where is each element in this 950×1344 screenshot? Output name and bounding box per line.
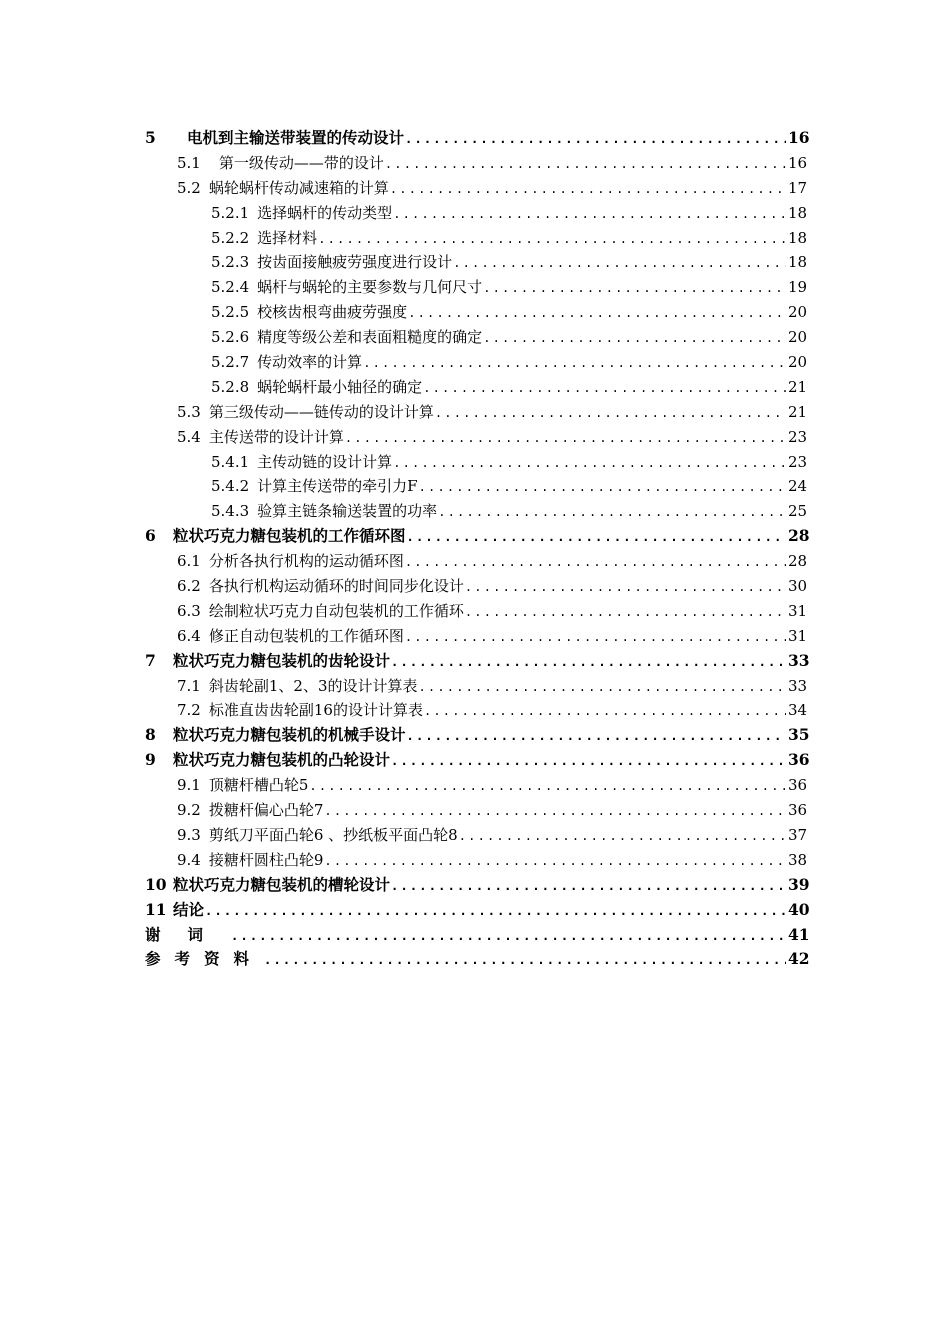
toc-leader-dots: [391, 749, 786, 774]
toc-entry-title: 粒状巧克力糖包装机的工作循环图: [173, 526, 406, 546]
toc-leader-dots: [345, 426, 786, 451]
toc-leader-dots: [483, 326, 786, 351]
toc-entry[interactable]: [145, 798, 806, 823]
toc-entry-page: 17: [788, 178, 808, 197]
toc-entry-number: 5.4.1: [211, 452, 250, 471]
toc-entry-page: 37: [788, 825, 808, 844]
toc-entry-title: 顶糖杆槽凸轮5: [208, 776, 309, 795]
toc-entry-page: 41: [788, 924, 810, 944]
toc-entry-number: 5.2.6: [211, 328, 250, 347]
toc-entry-number: 6.1: [177, 552, 201, 571]
toc-leader-dots: [309, 774, 786, 799]
toc-entry[interactable]: [145, 201, 806, 226]
toc-leader-dots: [465, 600, 786, 625]
toc-entry-title: 精度等级公差和表面粗糙度的确定: [257, 328, 483, 347]
toc-entry-number: 5.2: [177, 178, 201, 197]
toc-entry-page: 36: [788, 750, 810, 770]
toc-entry[interactable]: [145, 873, 810, 898]
toc-entry[interactable]: [145, 698, 806, 723]
toc-entry-page: 42: [788, 949, 810, 969]
toc-entry-number: 9.4: [177, 850, 201, 869]
toc-leader-dots: [393, 202, 786, 227]
toc-entry[interactable]: [145, 151, 806, 176]
toc-entry[interactable]: [145, 649, 810, 674]
toc-entry[interactable]: [145, 425, 806, 450]
toc-entry-number: 5: [145, 128, 156, 147]
toc-entry-number: 9: [145, 750, 156, 770]
toc-entry-page: 16: [788, 128, 810, 147]
toc-leader-dots: [385, 152, 786, 177]
toc-entry-title: 验算主链条输送装置的功率: [257, 502, 438, 521]
toc-entry-title: 斜齿轮副1、2、3的设计计算表: [208, 676, 418, 695]
toc-entry[interactable]: [145, 275, 806, 300]
toc-entry-title: 选择材料: [257, 228, 318, 247]
toc-entry-title: 剪纸刀平面凸轮6 、抄纸板平面凸轮8: [208, 825, 458, 844]
toc-entry-title: 结论: [173, 899, 205, 919]
toc-entry[interactable]: [145, 624, 806, 649]
toc-entry-page: 18: [788, 203, 808, 222]
toc-entry-page: 31: [788, 601, 808, 620]
toc-entry-page: 21: [788, 377, 808, 396]
toc-entry[interactable]: [145, 474, 806, 499]
toc-leader-dots: [405, 625, 786, 650]
toc-entry-title: 接糖杆圆柱凸轮9: [208, 850, 324, 869]
toc-entry-page: 36: [788, 776, 808, 795]
toc-entry-number: 10: [145, 874, 167, 894]
toc-entry-page: 20: [788, 328, 808, 347]
toc-leader-dots: [205, 899, 786, 924]
toc-leader-dots: [363, 351, 786, 376]
toc-entry-number: 5.2.4: [211, 278, 250, 297]
toc-entry[interactable]: [145, 723, 810, 748]
toc-entry-page: 34: [788, 701, 808, 720]
toc-entry-page: 35: [788, 725, 810, 745]
toc-entry-page: 38: [788, 850, 808, 869]
toc-entry-number: 7.1: [177, 676, 201, 695]
toc-leader-dots: [324, 799, 786, 824]
toc-entry-number: 9.3: [177, 825, 201, 844]
toc-entry-page: 23: [788, 452, 808, 471]
toc-leader-dots: [393, 451, 786, 476]
toc-entry-title: 粒状巧克力糖包装机的机械手设计: [173, 725, 406, 745]
toc-leader-dots: [423, 376, 786, 401]
toc-entry-title: 按齿面接触疲劳强度进行设计: [257, 253, 453, 272]
toc-entry-page: 16: [788, 153, 808, 172]
toc-entry-number: 11: [145, 899, 167, 919]
toc-leader-dots: [419, 475, 786, 500]
toc-entry[interactable]: [145, 524, 810, 549]
toc-entry-title: 校核齿根弯曲疲劳强度: [257, 303, 408, 322]
toc-entry-number: 5.4.3: [211, 502, 250, 521]
toc-entry-page: 21: [788, 402, 808, 421]
toc-entry-page: 20: [788, 303, 808, 322]
toc-entry-page: 33: [788, 676, 808, 695]
toc-entry-number: 8: [145, 725, 156, 745]
toc-leader-dots: [459, 824, 786, 849]
toc-leader-dots: [318, 227, 786, 252]
toc-entry-title: 蜗杆与蜗轮的主要参数与几何尺寸: [257, 278, 483, 297]
toc-entry[interactable]: [145, 176, 806, 201]
toc-entry[interactable]: [145, 325, 806, 350]
toc-entry-number: 5.2.7: [211, 353, 250, 372]
toc-leader-dots: [390, 177, 786, 202]
toc-entry-page: 36: [788, 801, 808, 820]
toc-entry-page: 30: [788, 577, 808, 596]
toc-entry[interactable]: [145, 300, 806, 325]
toc-entry-number: 5.2.3: [211, 253, 250, 272]
toc-entry-title: 粒状巧克力糖包装机的凸轮设计: [173, 750, 391, 770]
toc-entry[interactable]: [145, 674, 806, 699]
toc-leader-dots: [324, 849, 786, 874]
toc-entry-number: 5.2.5: [211, 303, 250, 322]
toc-entry[interactable]: [145, 574, 806, 599]
toc-entry[interactable]: [145, 549, 806, 574]
toc-leader-dots: [419, 675, 787, 700]
toc-entry[interactable]: [145, 126, 810, 151]
toc-leader-dots: [438, 500, 786, 525]
toc-entry-title: 计算主传送带的牵引力F: [257, 477, 418, 496]
toc-entry-title: 选择蜗杆的传动类型: [257, 203, 393, 222]
table-of-contents: [145, 126, 810, 972]
toc-leader-dots: [231, 924, 786, 949]
toc-entry-title: 主传送带的设计计算: [208, 427, 344, 446]
toc-entry-number: 6.4: [177, 626, 201, 645]
toc-entry-title: 绘制粒状巧克力自动包装机的工作循环: [208, 601, 464, 620]
toc-leader-dots: [453, 251, 786, 276]
toc-entry[interactable]: [145, 848, 806, 873]
toc-entry-title: 蜗轮蜗杆最小轴径的确定: [257, 377, 423, 396]
toc-entry-title: 传动效率的计算: [257, 353, 363, 372]
toc-entry-title: 粒状巧克力糖包装机的齿轮设计: [173, 650, 391, 670]
toc-entry-number: 9.1: [177, 776, 201, 795]
toc-entry-number: 7.2: [177, 701, 201, 720]
toc-entry-page: 40: [788, 899, 810, 919]
toc-leader-dots: [483, 276, 786, 301]
toc-entry[interactable]: [145, 823, 806, 848]
toc-entry-title: 电机到主输送带装置的传动设计: [187, 128, 405, 147]
toc-leader-dots: [405, 550, 786, 575]
toc-entry-page: 18: [788, 253, 808, 272]
toc-entry-number: 5.1: [177, 153, 201, 172]
toc-entry-page: 23: [788, 427, 808, 446]
toc-entry-title: 第一级传动——带的设计: [218, 153, 384, 172]
toc-entry[interactable]: [145, 499, 806, 524]
toc-entry-number: 9.2: [177, 801, 201, 820]
toc-entry-number: 5.4.2: [211, 477, 250, 496]
toc-entry-number: 5.2.1: [211, 203, 250, 222]
toc-leader-dots: [264, 948, 786, 973]
toc-entry-page: 25: [788, 502, 808, 521]
toc-entry-title: 修正自动包装机的工作循环图: [208, 626, 404, 645]
toc-entry[interactable]: [145, 748, 810, 773]
toc-leader-dots: [424, 699, 786, 724]
toc-entry-page: 19: [788, 278, 808, 297]
toc-entry[interactable]: [145, 226, 806, 251]
toc-leader-dots: [407, 724, 786, 749]
toc-leader-dots: [435, 401, 786, 426]
toc-entry[interactable]: [145, 350, 806, 375]
toc-entry-title: 蜗轮蜗杆传动减速箱的计算: [208, 178, 389, 197]
toc-leader-dots: [391, 874, 786, 899]
toc-entry-number: 5.3: [177, 402, 201, 421]
toc-entry[interactable]: [145, 898, 810, 923]
toc-entry-number: 5.2.2: [211, 228, 250, 247]
toc-leader-dots: [405, 127, 786, 152]
toc-entry[interactable]: [145, 250, 806, 275]
toc-entry-page: 31: [788, 626, 808, 645]
toc-entry-title: 主传动链的设计计算: [257, 452, 393, 471]
toc-entry[interactable]: [145, 375, 806, 400]
toc-entry-page: 24: [788, 477, 808, 496]
toc-entry-number: 7: [145, 650, 156, 670]
toc-entry-page: 39: [788, 874, 810, 894]
toc-entry-title: 各执行机构运动循环的时间同步化设计: [208, 577, 464, 596]
toc-entry[interactable]: [145, 450, 806, 475]
toc-entry-title: 第三级传动——链传动的设计计算: [208, 402, 434, 421]
toc-leader-dots: [465, 575, 786, 600]
toc-entry-number: 5.4: [177, 427, 201, 446]
toc-entry[interactable]: [145, 923, 810, 948]
toc-entry-number: 5.2.8: [211, 377, 250, 396]
toc-entry-page: 20: [788, 353, 808, 372]
toc-entry-title: 拨糖杆偏心凸轮7: [208, 801, 324, 820]
toc-entry-number: 6.3: [177, 601, 201, 620]
toc-entry[interactable]: [145, 400, 806, 425]
toc-entry-page: 28: [788, 526, 810, 546]
toc-entry[interactable]: [145, 773, 806, 798]
toc-entry[interactable]: [145, 947, 810, 972]
toc-leader-dots: [408, 301, 786, 326]
toc-entry-page: 18: [788, 228, 808, 247]
toc-entry-title: 粒状巧克力糖包装机的槽轮设计: [173, 874, 391, 894]
toc-entry-page: 33: [788, 650, 810, 670]
toc-entry-number: 6: [145, 526, 156, 546]
toc-entry-number: 6.2: [177, 577, 201, 596]
toc-entry[interactable]: [145, 599, 806, 624]
toc-entry-title: 谢词: [145, 924, 231, 944]
toc-entry-title: 参考资料: [145, 949, 264, 969]
toc-leader-dots: [407, 525, 786, 550]
toc-entry-page: 28: [788, 552, 808, 571]
toc-entry-title: 分析各执行机构的运动循环图: [208, 552, 404, 571]
toc-entry-title: 标准直齿齿轮副16的设计计算表: [208, 701, 423, 720]
toc-leader-dots: [391, 650, 786, 675]
